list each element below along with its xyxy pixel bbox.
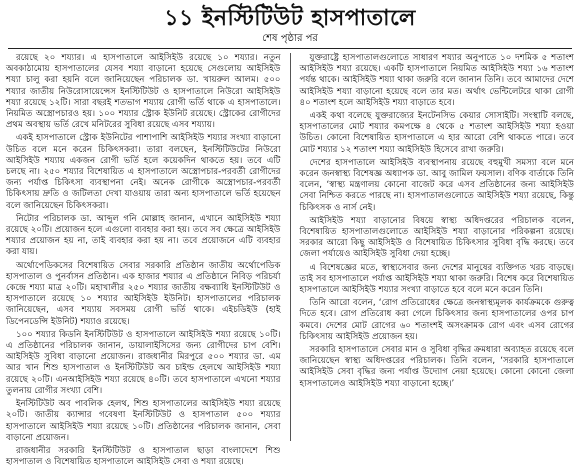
right-paragraph: একই কথা বলেছে যুক্তরাজ্যের ইনটেনসিভ কেয়ার সোসাইটি। সংস্থাটি বলছে, হাসপাতালের মোট শয্যার কমপক্ষে ৪ থেকে ৫ শতাংশ আইসিইউ শয্যা হওয়া উচিত। কোনো বিশেষায়িত হাসপাতালে এ হার আরো বেশি থাকতে পারে। তবে মোট শয্যার ১২ শতাংশ শয্যা আইসিইউ হিসেবে রাখা জরুরি। — [299, 111, 574, 155]
right-paragraph: আইসিইউ শয্যা বাড়ানোর বিষয়ে স্বাস্থ্য অধিদপ্তরের পরিচালক বলেন, বিশেষায়িত হাসপাতালগুলোতে আইসিইউ শয্যা বাড়ানোর পরিকল্পনা রয়েছে। সরকার আরো কিছু আইসিইউ ও বিশেষায়িত চিকিৎসার সুবিধা বৃদ্ধি করছে। তবে জেলা পর্যায়েও আইসিইউ সুবিধা দেয়া হচ্ছে। — [299, 215, 574, 260]
headline-rule — [8, 48, 572, 49]
column-divider — [290, 53, 291, 441]
left-paragraph: অর্থোপেডিকসের বিশেষায়িত সেবার সরকারি প্রতিষ্ঠান জাতীয় অর্থোপেডিক হাসপাতাল ও পুনর্বাসন প্রতিষ্ঠান। এক হাজার শয্যার এ প্রতিষ্ঠানে নিবিড় পরিচর্যা কেন্দ্রে শয্যা মাত্র ২০টি। মহাখালীর ২৫০ শয্যার জাতীয় বক্ষব্যাধি ইনস্টিটিউট ও হাসপাতালে রয়েছে ১০ শয্যার আইসিইউ ইউনিট। হাসপাতালের পরিচালক জানিয়েছেন, এসব শয্যায় সবসময় রোগী ভর্তি থাকে। এইচডিইউ (হাই ডিপেনডেন্সি ইউনিট) শয্যাও রয়েছে। — [6, 260, 281, 327]
left-paragraph: রয়েছে ২০ শয্যার। এ হাসপাতালে আইসিইউ রয়েছে ১০ শয্যার। নতুন অবকাঠামোয় হাসপাতালের যেসব শয্যা বাড়ানো হয়েছে সেগুলোয় আইসিইউ শয্যা চালু করা হয়নি বলে জানিয়েছেন পরিচালক ডা. খায়রুল আলম। ৫০০ শয্যার জাতীয় নিউরোসায়েন্সেস ইনস্টিটিউট ও হাসপাতালে নিউরো আইসিইউ শয্যা রয়েছে ১২টি। সারা বছরই শতভাগ শয্যায় রোগী ভর্তি থাকে এ হাসপাতালে। নিয়মিত অস্ত্রোপচারও হয়। ১০০ শয্যার স্ট্রোক ইউনিট রয়েছে। স্ট্রোকের রোগীদের প্রথম অবস্থায় ভর্তি রেখে মনিটরের সুবিধা রয়েছে এসব শয্যায়। — [6, 53, 281, 131]
right-paragraph: এ বিশেষজ্ঞের মতে, স্বাস্থ্যসেবার জন্য দেশের মানুষের ব্যক্তিগত খরচ বাড়ছে। তাই সব হাসপাতালে পর্যাপ্ত আইসিইউ শয্যা থাকা জরুরি। বিশেষ করে বিশেষায়িত হাসপাতালে আইসিইউ শয্যার সংখ্যা বাড়াতে হবে বলে মনে করেন তিনি। — [299, 262, 574, 296]
right-column — [300, 53, 575, 441]
right-paragraph: তিনি আরো বলেন, ‘রোগ প্রতিরোধের ক্ষেত্রে জনস্বাস্থ্যমূলক কার্যক্রমকে গুরুত্ব দিতে হবে। রোগ প্রতিরোধ করা গেলে চিকিৎসার জন্য হাসপাতালের ওপর চাপ কমবে। দেশের মোট রোগের ৬০ শতাংশই অসংক্রামক রোগ এবং এসব রোগের চিকিৎসায় আইসিইউ প্রয়োজন হয়। — [299, 298, 574, 342]
right-paragraph: সরকারি হাসপাতালে সেবার মান ও সুবিধা বৃদ্ধির ক্রমধারা অব্যাহত রয়েছে বলে জানিয়েছেন স্বাস্থ্য অধিদপ্তরের পরিচালক। তিনি বলেন, ‘সরকারি হাসপাতালে আইসিইউ সেবা বৃদ্ধির জন্য পর্যাপ্ত উদ্যোগ নেয়া হয়েছে। কোনো কোনো জেলা হাসপাতালেও আইসিইউ শয্যা বাড়ানো হচ্ছে।’ — [299, 345, 574, 389]
left-paragraph: ১০০ শয্যার কিডনি ইনস্টিটিউট ও হাসপাতালে আইসিইউ শয্যা রয়েছে ১০টি। এ প্রতিষ্ঠানের পরিচালক জানান, ডায়ালাইসিসের জন্য রোগীদের চাপ বেশি। আইসিইউ সুবিধা বাড়ানো প্রয়োজন। রাজধানীর মিরপুরে ৫০০ শয্যার ডা. এম আর খান শিশু হাসপাতাল ও ইনস্টিটিউট অব চাইল্ড হেলথে আইসিইউ শয্যা রয়েছে ২০টি। এনআইসিইউ শয্যা রয়েছে ৪০টি। তবে হাসপাতালে এখনো শয্যার তুলনায় রোগীর সংখ্যা বেশি। — [6, 329, 281, 396]
left-paragraph: রাজধানীর সরকারি ইনস্টিটিউট ও হাসপাতাল ছাড়া বাংলাদেশে শিশু হাসপাতাল ও বিশেষায়িত হাসপাতালে আইসিইউ সেবা ও শয্যা রয়েছে। — [6, 445, 281, 468]
left-paragraph: একই হাসপাতালে স্ট্রোক ইউনিটের পাশাপাশি আইসিইউ শয্যার সংখ্যা বাড়ানো উচিত বলে মনে করেন চিকিৎসকরা। তারা বলছেন, ইনস্টিটিউটের নিউরো আইসিইউ শয্যায় একজন রোগী ভর্তি হলে কয়েকদিন থাকতে হয়। তবে এটি চলছে না। ২৫০ শয্যার বিশেষায়িত এ হাসপাতালে অস্ত্রোপচার-পরবর্তী রোগীদের জন্য পর্যাপ্ত চিকিৎসা ব্যবস্থাপনা নেই। অনেক রোগীকে অস্ত্রোপচার-পরবর্তী চিকিৎসায় দ্রুতি ও জটিলতা দেখা যাওয়ায় তারা অন্য হাসপাতালে ভর্তি হয়েছেন বলে জানিয়েছেন চিকিৎসকরা। — [6, 133, 281, 211]
continued-from-note: শেষ পৃষ্ঠার পর — [262, 33, 318, 44]
left-paragraph: ইনস্টিটিউট অব পাবলিক হেলথ, শিশু হাসপাতালের আইসিইউ শয্যা রয়েছে ২০টি। জাতীয় ক্যান্সার গবেষণা ইনস্টিটিউট ও হাসপাতাল ৫০০ শয্যার হাসপাতালে আইসিইউ শয্যা রয়েছে ১০টি। প্রতিষ্ঠানের পরিচালক জানান, সেবা বাড়ানো প্রয়োজন। — [6, 399, 281, 443]
left-column — [6, 53, 281, 468]
right-paragraph: যুক্তরাষ্ট্রে হাসপাতালগুলোতে সাধারণ শয্যার অনুপাতে ১০ দশমিক ৫ শতাংশ আইসিইউ শয্যা রয়েছে। একটি হাসপাতালে নিয়মিত আইসিইউ শয্যা ১৬ শতাংশ পর্যন্ত থাকে। আইসিইউ শয্যা থাকা জরুরি বলে জানান তিনি। তবে আমাদের দেশে আইসিইউ শয্যা বাড়ানো হয়েছে বলে তার মত। অর্থাৎ ভেন্টিলেটরে থাকা রোগী ৪০ শতাংশ হলে আইসিইউ শয্যা বাড়াতে হবে। — [299, 53, 574, 108]
article-body — [6, 53, 574, 468]
left-paragraph: নিটোর পরিচালক ডা. আব্দুল গনি মোল্লাহ জানান, এখানে আইসিইউ শয্যা রয়েছে ২০টি। প্রয়োজন হলে এগুলো ব্যবহার করা হয়। তবে সব ক্ষেত্রে আইসিইউ শয্যার প্রয়োজন হয় না, তাই ব্যবহার করা হয় না। তবে প্রয়োজনে এটি ব্যবহার করা যায়। — [6, 213, 281, 258]
article-headline: ১১ ইনস্টিটিউট হাসপাতালে — [164, 6, 416, 31]
right-paragraph: দেশের হাসপাতালে আইসিইউ ব্যবস্থাপনায় রয়েছে বহুমুখী সমস্যা বলে মনে করেন জনস্বাস্থ্য বিশেষজ্ঞ অধ্যাপক ডা. আবু জামিল ফয়সাল। বণিক বার্তাকে তিনি বলেন, ‘স্বাস্থ্য মন্ত্রণালয় কোনো বাজেট করে এসব প্রতিষ্ঠানের জন্য আইসিইউ সেবা নিশ্চিত করতে পারছে না। হাসপাতালগুলোতে আইসিইউ শয্যা রয়েছে, কিন্তু চিকিৎসক ও নার্স নেই। — [299, 157, 574, 213]
